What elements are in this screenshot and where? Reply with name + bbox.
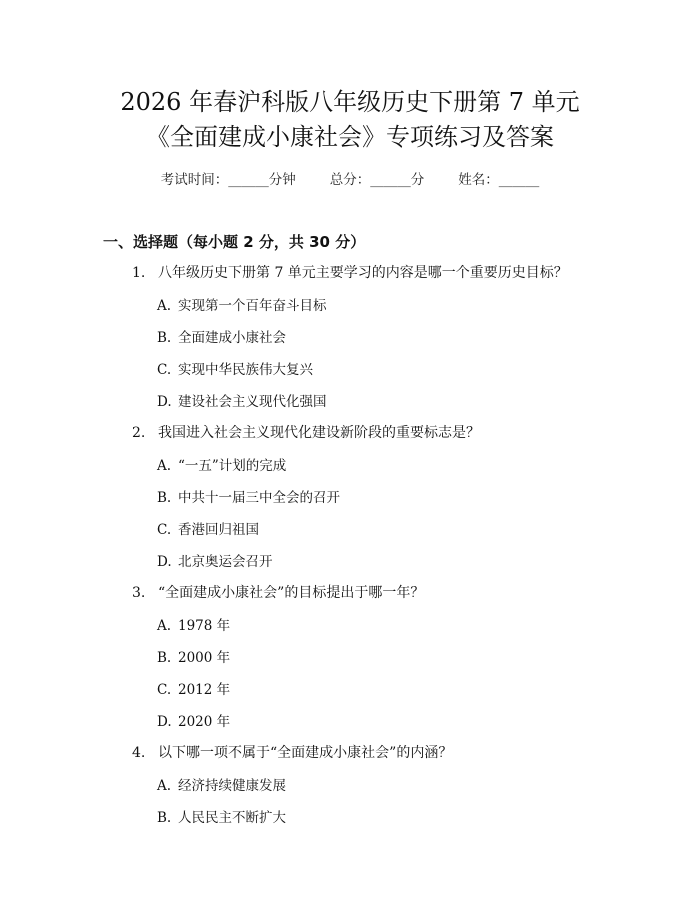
option-letter: B. bbox=[157, 330, 172, 346]
option-1d bbox=[157, 390, 327, 410]
exam-time-field: 考试时间：______分钟 bbox=[160, 172, 296, 188]
question-text: 八年级历史下册第 7 单元主要学习的内容是哪一个重要历史目标？ bbox=[158, 265, 568, 281]
question-number: 4. bbox=[132, 745, 146, 761]
option-2d bbox=[157, 550, 273, 570]
option-text: 建设社会主义现代化强国 bbox=[178, 394, 327, 410]
option-text: 全面建成小康社会 bbox=[178, 330, 286, 346]
student-name-field: 姓名：______ bbox=[458, 172, 540, 188]
question-text: 以下哪一项不属于“全面建成小康社会”的内涵？ bbox=[158, 745, 453, 761]
option-text: 北京奥运会召开 bbox=[178, 554, 273, 570]
option-text: 实现中华民族伟大复兴 bbox=[178, 362, 313, 378]
option-2b bbox=[157, 486, 340, 506]
option-1b bbox=[157, 326, 286, 346]
option-1a bbox=[157, 294, 327, 314]
question-number: 3. bbox=[132, 585, 146, 601]
total-score-field: 总分：______分 bbox=[329, 172, 425, 188]
option-text: “一五”计划的完成 bbox=[178, 458, 287, 474]
question-number: 1. bbox=[132, 265, 146, 281]
option-text: 1978 年 bbox=[178, 618, 231, 634]
section-heading-choice: 一、选择题（每小题 2 分，共 30 分） bbox=[103, 233, 366, 251]
question-2 bbox=[132, 422, 480, 442]
document-title-line2: 《全面建成小康社会》专项练习及答案 bbox=[146, 123, 554, 151]
option-letter: A. bbox=[157, 298, 172, 314]
option-2a bbox=[157, 454, 286, 474]
option-letter: D. bbox=[157, 394, 172, 410]
option-text: 2000 年 bbox=[178, 650, 231, 666]
question-3 bbox=[132, 582, 424, 602]
document-title-line1: 2026 年春沪科版八年级历史下册第 7 单元 bbox=[120, 88, 580, 116]
option-text: 2012 年 bbox=[178, 682, 231, 698]
option-1c bbox=[157, 358, 313, 378]
option-3d bbox=[157, 710, 230, 730]
option-letter: A. bbox=[157, 618, 172, 634]
option-letter: B. bbox=[157, 810, 172, 826]
option-4b bbox=[157, 806, 286, 826]
option-text: 经济持续健康发展 bbox=[178, 778, 286, 794]
option-4a bbox=[157, 774, 286, 794]
exam-info bbox=[0, 168, 700, 188]
question-text: “全面建成小康社会”的目标提出于哪一年？ bbox=[158, 585, 425, 601]
option-3b bbox=[157, 646, 230, 666]
option-letter: D. bbox=[157, 554, 172, 570]
option-text: 2020 年 bbox=[178, 714, 231, 730]
option-letter: C. bbox=[157, 362, 172, 378]
question-1 bbox=[132, 262, 568, 282]
option-letter: B. bbox=[157, 650, 172, 666]
question-4 bbox=[132, 742, 452, 762]
option-letter: A. bbox=[157, 458, 172, 474]
option-text: 人民民主不断扩大 bbox=[178, 810, 286, 826]
question-number: 2. bbox=[132, 425, 146, 441]
option-letter: D. bbox=[157, 714, 172, 730]
option-letter: A. bbox=[157, 778, 172, 794]
option-text: 实现第一个百年奋斗目标 bbox=[178, 298, 327, 314]
option-text: 中共十一届三中全会的召开 bbox=[178, 490, 340, 506]
option-letter: C. bbox=[157, 682, 172, 698]
option-text: 香港回归祖国 bbox=[178, 522, 259, 538]
option-3c bbox=[157, 678, 230, 698]
option-letter: C. bbox=[157, 522, 172, 538]
question-text: 我国进入社会主义现代化建设新阶段的重要标志是？ bbox=[158, 425, 480, 441]
option-letter: B. bbox=[157, 490, 172, 506]
option-2c bbox=[157, 518, 259, 538]
option-3a bbox=[157, 614, 230, 634]
